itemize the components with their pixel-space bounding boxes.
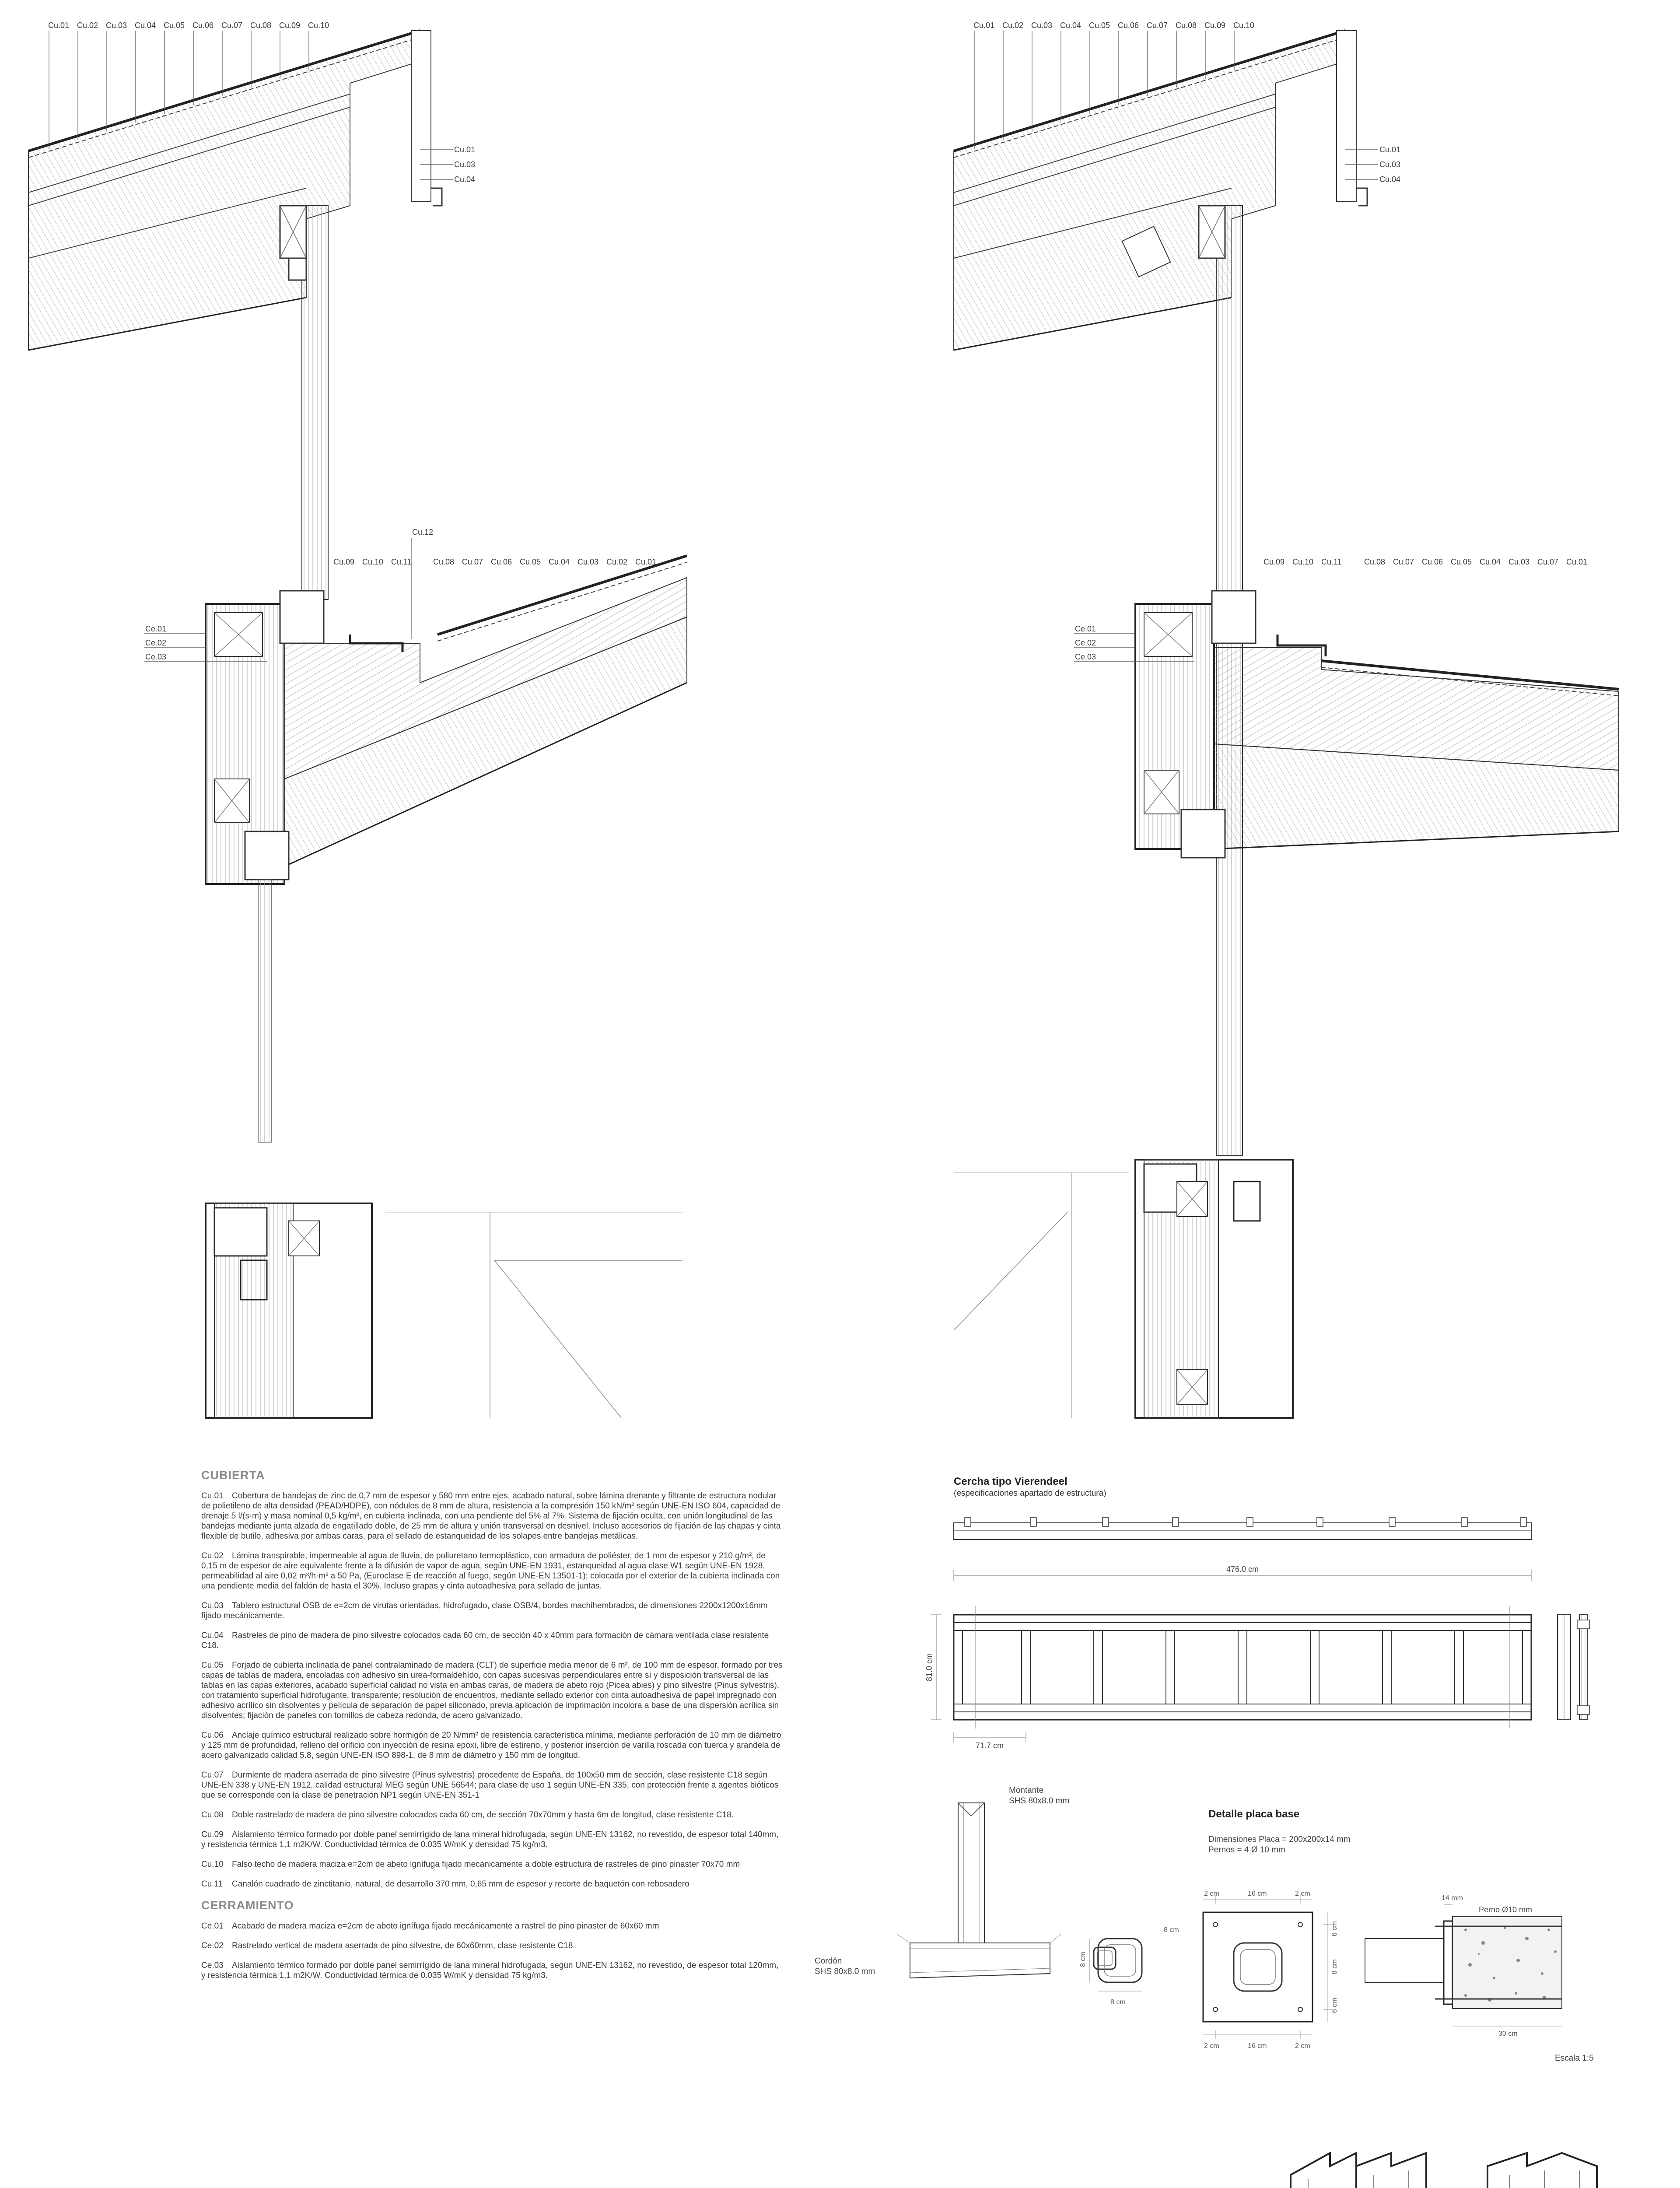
specifications xyxy=(201,1470,783,1990)
label-a-top-1: Cu.02 xyxy=(77,21,98,30)
truss-subtitle: (especificaciones apartado de estructura) xyxy=(954,1489,1106,1498)
cerramiento-title: CERRAMIENTO xyxy=(201,1899,294,1912)
label-a-mid-3: Cu.08 xyxy=(433,558,455,566)
label-a-mid-8: Cu.03 xyxy=(578,558,599,566)
dim-16a: 16 cm xyxy=(1248,1890,1267,1897)
section-b-bottom-wall xyxy=(954,1160,1293,1418)
cubierta-title: CUBIERTA xyxy=(201,1469,265,1482)
baseplate-drawing xyxy=(1079,1877,1628,2061)
label-a-mid-5: Cu.06 xyxy=(491,558,512,566)
label-a-mid-2: Cu.11 xyxy=(391,558,412,566)
section-a-eave-labels xyxy=(454,145,475,184)
label-b-eave-0: Cu.01 xyxy=(1379,145,1401,154)
label-a-top-4: Cu.05 xyxy=(164,21,185,30)
dim-8-top: 8 cm xyxy=(1164,1926,1179,1934)
label-a-top-0: Cu.01 xyxy=(48,21,70,30)
label-b-wall-2: Ce.03 xyxy=(1075,652,1096,661)
label-a-eave-1: Cu.03 xyxy=(454,160,476,169)
label-a-mid-6: Cu.05 xyxy=(520,558,541,566)
dim-2c: 2 cm xyxy=(1204,2042,1219,2050)
truss-dim-height: 81.0 cm xyxy=(925,1653,934,1682)
label-a-mid-9: Cu.02 xyxy=(606,558,628,566)
section-a-mid-labels xyxy=(333,558,656,566)
section-a-top-labels xyxy=(48,21,329,30)
connection-detail-drawing xyxy=(822,1790,1120,2026)
label-b-wall-1: Ce.02 xyxy=(1075,638,1096,647)
label-a-wall-0: Ce.01 xyxy=(145,624,167,633)
baseplate-dimensions: Dimensiones Placa = 200x200x14 mm xyxy=(1208,1835,1351,1844)
dim-2a: 2 cm xyxy=(1204,1890,1219,1897)
section-b-lower-roof xyxy=(1135,591,1619,858)
label-a-eave-0: Cu.01 xyxy=(454,145,476,154)
label-a-top-3: Cu.04 xyxy=(135,21,156,30)
spec-cu03: Cu.03 Tablero estructural OSB de e=2cm de virutas orientadas, hidrofugado, clase OSB/4, bordes machihembrados, de dimensiones 2200x1200x16mm fijado mecánicamente. xyxy=(201,1601,768,1620)
label-a-mid-7: Cu.04 xyxy=(549,558,570,566)
label-b-top-2: Cu.03 xyxy=(1031,21,1053,30)
label-a-top-2: Cu.03 xyxy=(106,21,127,30)
section-a-bottom-wall xyxy=(206,1203,682,1418)
spec-cu06: Cu.06 Anclaje químico estructural realizado sobre hormigón de 20 N/mm² de resistencia característica mínima, mediante perforación de 10 mm de diámetro y 125 mm de profundidad, relleno del orificio con inyección de resina epoxi, libre de estireno, y posterior inserción de varilla roscada con tuerca y arandela de acero galvanizado calidad 5.8, según UNE-EN ISO 898-1, de 8 mm de diámetro y 150 mm de longitud. xyxy=(201,1731,781,1760)
label-b-mid-6: Cu.05 xyxy=(1451,558,1472,566)
spec-cu05: Cu.05 Forjado de cubierta inclinada de panel contralaminado de madera (CLT) de superficie media menor de 6 m², de 100 mm de espesor, formado por tres capas de tablas de madera, encoladas con adhesivo sin urea-formaldehído, con capas sucesivas perpendiculares entre sí y disposición transversal de las tablas en las capas exteriores, acabado superficial calidad no vista en ambas caras, de madera de abeto rojo (Picea abies) y pino silvestre (Pinus sylvestris), con tratamiento superficial hidrofugante, transparente; resolución de encuentros, mediante sellado exterior con cinta autoadhesiva de papel impregnado con adhesivo acrílico sin disolventes y película de separación de papel siliconado, previa aplicación de imprimación incolora a base de una dispersión acrílica sin disolventes; fijación de paneles con tornillos de cabeza redonda, de acero galvanizado. xyxy=(201,1661,783,1720)
dim-16b: 16 cm xyxy=(1248,2042,1267,2050)
label-b-top-6: Cu.07 xyxy=(1147,21,1168,30)
label-a-mid-1: Cu.10 xyxy=(362,558,384,566)
section-a-upper-roof xyxy=(28,31,442,600)
section-b-eave-labels xyxy=(1379,145,1400,184)
label-a-top-9: Cu.10 xyxy=(308,21,329,30)
spec-cu02: Cu.02 Lámina transpirable, impermeable al agua de lluvia, de poliuretano termoplástico, con armadura de poliéster, de 1 mm de espesor y 210 g/m², de 0,15 m de espesor de aire equivalente frente a la difusión de vapor de agua, según UNE-EN 1931, estanqueidad al agua clase W1 según UNE-EN 1928, permeabilidad al aire 0,02 m³/h·m² a 50 Pa, (Euroclase E de reacción al fuego, según UNE-EN 13501-1); colocada por el exterior de la cubierta inclinada con una pendiente media del faldón de hasta el 30%. Incluso grapas y cinta autoadhesiva para sellado de juntas. xyxy=(201,1551,780,1591)
label-b-top-3: Cu.04 xyxy=(1060,21,1082,30)
label-b-top-7: Cu.08 xyxy=(1176,21,1197,30)
label-b-mid-5: Cu.06 xyxy=(1422,558,1443,566)
key-section-thumbnail xyxy=(1282,2135,1658,2188)
label-b-mid-4: Cu.07 xyxy=(1393,558,1414,566)
spec-cu07: Cu.07 Durmiente de madera aserrada de pino silvestre (Pinus sylvestris) procedente de España, de 100x50 mm de sección, clase resistente C18 según UNE-EN 338 y UNE-EN 1912, calidad estructural MEG según UNE 56544; para clase de uso 1 según UNE-EN 335, con protección frente a agentes bióticos que se corresponde con la clase de penetración NP1 según UNE-EN 351-1 xyxy=(201,1771,779,1800)
label-a-mid-top: Cu.12 xyxy=(412,528,434,536)
dim-8-bottom: 8 cm xyxy=(1110,1999,1126,2006)
label-b-top-1: Cu.02 xyxy=(1002,21,1024,30)
spec-cu04: Cu.04 Rastreles de pino de madera de pino silvestre colocados cada 60 cm, de sección 40 x 40mm para formación de cámara ventilada clase resistente C18. xyxy=(201,1631,769,1650)
spec-ce03: Ce.03 Aislamiento térmico formado por doble panel semirrígido de lana mineral hidrofugada, según UNE-EN 13162, no revestido, de espesor total 120mm, y resistencia térmica 1,1 m2K/W. Conductividad térmica de 0.035 W/mK y densidad 75 kg/m3. xyxy=(201,1961,779,1980)
spec-cu01: Cu.01 Cobertura de bandejas de zinc de 0,7 mm de espesor y 580 mm entre ejes, acabado natural, sobre lámina drenante y filtrante de estructura nodular de polietileno de alta densidad (PEAD/HDPE), con nódulos de 8 mm de altura, resistencia a la compresión 150 kN/m² según UNE-EN ISO 604, capacidad de drenaje 5 l/(s·m) y masa nominal 0,5 kg/m², en cubierta inclinada, con una pendiente del 5% al 7%. Sistema de fijación oculta, con unión longitudinal de las bandejas mediante junta alzada de engatillado doble, de 25 mm de altura y unión transversal en desnivel. Incluso accesorios de fijación de las chapas y cinta flexible de butilo, adhesiva por ambas caras, para el sellado de estanqueidad de los solapes entre bandejas metálicas. xyxy=(201,1491,781,1541)
label-a-wall-2: Ce.03 xyxy=(145,652,167,661)
dim-8-side: 8 cm xyxy=(1079,1952,1087,1967)
label-b-mid-2: Cu.11 xyxy=(1321,558,1342,566)
montante-label: Montante SHS 80x8.0 mm xyxy=(1009,1786,1070,1806)
spec-cu11: Cu.11 Canalón cuadrado de zinctitanio, natural, de desarrollo 370 mm, 0,65 mm de espesor y recorte de baquetón con rebosadero xyxy=(201,1879,690,1889)
spec-cu10: Cu.10 Falso techo de madera maciza e=2cm de abeto ignífuga fijado mecánicamente a doble estructura de rastreles de pino pinaster 70x70 mm xyxy=(201,1860,740,1869)
dim-8: 8 cm xyxy=(1331,1959,1338,1974)
dim-2d: 2 cm xyxy=(1295,2042,1310,2050)
section-b xyxy=(954,21,1619,1418)
label-b-mid-0: Cu.09 xyxy=(1264,558,1285,566)
section-a xyxy=(28,21,687,1418)
label-b-top-8: Cu.09 xyxy=(1204,21,1226,30)
spec-cu08: Cu.08 Doble rastrelado de madera de pino silvestre colocados cada 60 cm, de sección 70x70mm y hasta 6m de longitud, clase resistente C18. xyxy=(201,1810,734,1820)
dim-14mm: 14 mm xyxy=(1442,1894,1463,1902)
perno-label: Perno Ø10 mm xyxy=(1479,1905,1533,1914)
section-a-lower-roof xyxy=(206,556,687,1142)
label-b-eave-1: Cu.03 xyxy=(1379,160,1401,169)
label-a-top-6: Cu.07 xyxy=(221,21,243,30)
label-b-top-5: Cu.06 xyxy=(1118,21,1139,30)
scale-label: Escala 1:5 xyxy=(1555,2054,1594,2063)
dim-6b: 6 cm xyxy=(1331,1998,1338,2013)
label-a-top-7: Cu.08 xyxy=(250,21,272,30)
label-a-mid-10: Cu.01 xyxy=(635,558,657,566)
truss-drawing xyxy=(910,1505,1592,1750)
label-a-mid-4: Cu.07 xyxy=(462,558,483,566)
label-b-top-4: Cu.05 xyxy=(1089,21,1110,30)
label-b-mid-3: Cu.08 xyxy=(1364,558,1386,566)
spec-ce02: Ce.02 Rastrelado vertical de madera aserrada de pino silvestre, de 60x60mm, clase resistente C18. xyxy=(201,1941,575,1950)
section-b-mid-labels xyxy=(1264,558,1587,566)
dim-6a: 6 cm xyxy=(1331,1921,1338,1936)
dim-2b: 2 cm xyxy=(1295,1890,1310,1897)
label-a-top-5: Cu.06 xyxy=(192,21,214,30)
baseplate-title: Detalle placa base xyxy=(1208,1808,1300,1820)
label-b-eave-2: Cu.04 xyxy=(1379,175,1401,184)
label-b-mid-9: Cu.07 xyxy=(1537,558,1559,566)
section-b-upper-roof xyxy=(954,31,1367,1155)
label-b-mid-1: Cu.10 xyxy=(1292,558,1314,566)
section-b-wall-labels xyxy=(1075,624,1096,661)
section-b-top-labels xyxy=(973,21,1254,30)
label-b-mid-8: Cu.03 xyxy=(1508,558,1530,566)
label-b-top-0: Cu.01 xyxy=(973,21,995,30)
dim-30cm: 30 cm xyxy=(1498,2030,1518,2037)
label-a-wall-1: Ce.02 xyxy=(145,638,167,647)
label-a-top-8: Cu.09 xyxy=(279,21,301,30)
label-b-wall-0: Ce.01 xyxy=(1075,624,1096,633)
truss-dim-bay: 71.7 cm xyxy=(975,1741,1004,1750)
spec-cu09: Cu.09 Aislamiento térmico formado por doble panel semirrígido de lana mineral hidrofugada, según UNE-EN 13162, no revestido, de espesor total 140mm, y resistencia térmica 1,1 m2K/W. Conductividad térmica de 0.035 W/mK y densidad 75 kg/m3. xyxy=(201,1830,779,1849)
cordon-label: Cordón SHS 80x8.0 mm xyxy=(815,1957,875,1976)
label-b-top-9: Cu.10 xyxy=(1233,21,1255,30)
truss-title: Cercha tipo Vierendeel xyxy=(954,1476,1068,1487)
label-a-eave-2: Cu.04 xyxy=(454,175,476,184)
label-b-mid-7: Cu.04 xyxy=(1480,558,1501,566)
spec-ce01: Ce.01 Acabado de madera maciza e=2cm de abeto ignífuga fijado mecánicamente a rastrel de pino pinaster de 60x60 mm xyxy=(201,1922,659,1931)
section-a-wall-labels xyxy=(145,624,166,661)
truss-dim-length: 476.0 cm xyxy=(1226,1565,1259,1574)
label-b-mid-10: Cu.01 xyxy=(1566,558,1588,566)
baseplate-bolts: Pernos = 4 Ø 10 mm xyxy=(1208,1845,1285,1855)
label-a-mid-0: Cu.09 xyxy=(333,558,355,566)
